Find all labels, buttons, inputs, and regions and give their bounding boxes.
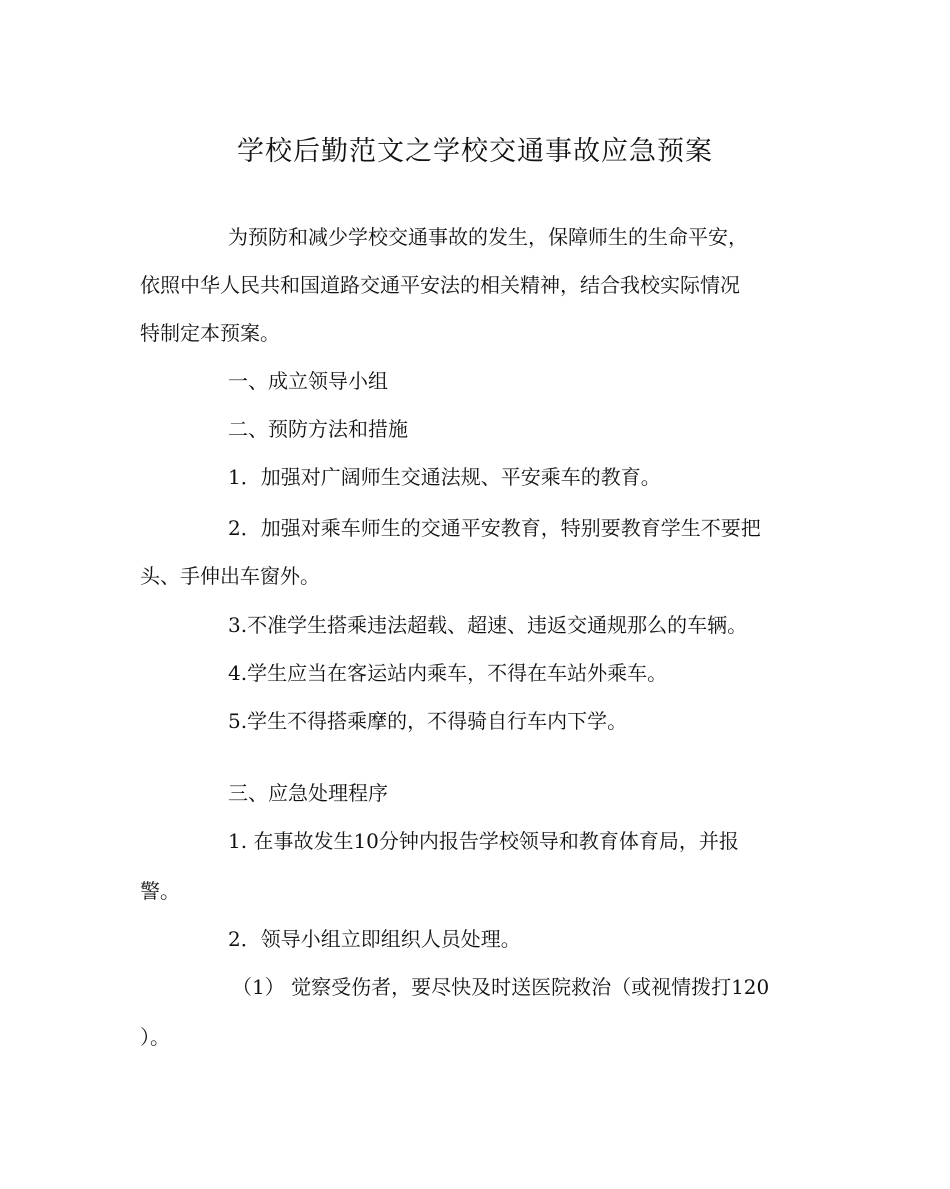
section-heading: 三、应急处理程序 (228, 781, 388, 805)
paragraph-line: 依照中华人民共和国道路交通平安法的相关精神，结合我校实际情况 (140, 273, 740, 297)
section-heading: 二、预防方法和措施 (228, 417, 408, 441)
sub-list-item-continuation: ）。 (140, 1025, 170, 1049)
list-item: 1. 在事故发生10分钟内报告学校领导和教育体育局，并报 (228, 829, 739, 853)
paragraph-line: 特制定本预案。 (140, 321, 280, 345)
list-item-continuation: 警。 (140, 879, 180, 903)
list-item: 2．加强对乘车师生的交通平安教育，特别要教育学生不要把 (228, 516, 761, 540)
paragraph-line: 为预防和减少学校交通事故的发生，保障师生的生命平安， (228, 225, 748, 249)
sub-list-item: （1） 觉察受伤者，要尽快及时送医院救治（或视情拨打120 (232, 975, 770, 999)
list-item: 2．领导小组立即组织人员处理。 (228, 927, 521, 951)
list-item: 1．加强对广阔师生交通法规、平安乘车的教育。 (228, 465, 661, 489)
list-item: 4.学生应当在客运站内乘车，不得在车站外乘车。 (228, 661, 668, 685)
list-item: 5.学生不得搭乘摩的，不得骑自行车内下学。 (228, 709, 628, 733)
list-item: 3.不准学生搭乘违法超载、超速、违返交通规那么的车辆。 (228, 613, 748, 637)
document-title: 学校后勤范文之学校交通事故应急预案 (237, 136, 713, 167)
section-heading: 一、成立领导小组 (228, 369, 388, 393)
list-item-continuation: 头、手伸出车窗外。 (140, 564, 320, 588)
